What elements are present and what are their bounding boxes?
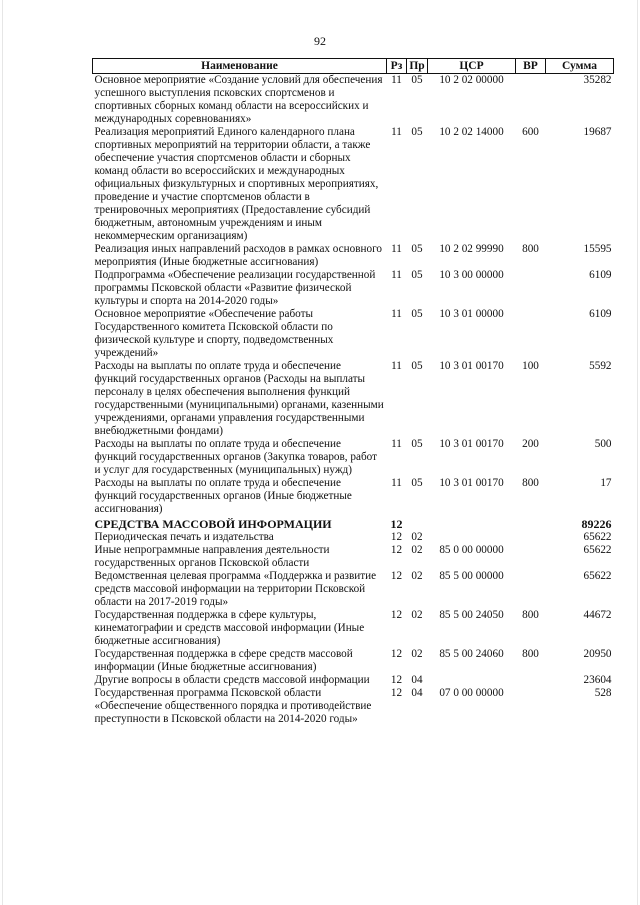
- cell-vr: 800: [522, 609, 539, 621]
- header-vr: ВР: [516, 59, 546, 74]
- cell-name: Расходы на выплаты по оплате труда и обеспечение функций государственных органов (Иные бюджетные ассигнования): [94, 477, 352, 515]
- cell-csr: 10 3 01 00170: [439, 360, 504, 372]
- cell-rz: 11: [391, 438, 402, 450]
- cell-rz: 12: [390, 544, 403, 556]
- cell-sum: 15595: [583, 243, 612, 255]
- cell-name: СРЕДСТВА МАССОВОЙ ИНФОРМАЦИИ: [94, 517, 332, 531]
- cell-csr: 07 0 00 00000: [439, 687, 504, 699]
- cell-pr: 05: [411, 308, 423, 320]
- cell-pr: 02: [411, 531, 423, 543]
- cell-csr: 10 2 02 99990: [439, 243, 504, 255]
- cell-vr: [516, 74, 546, 127]
- cell-vr: [516, 674, 546, 687]
- cell-name: Расходы на выплаты по оплате труда и обеспечение функций государственных органов (Закупка товаров, работ и услуг для государственных (муниципальных) нужд): [94, 438, 377, 476]
- cell-vr: [516, 269, 546, 308]
- cell-csr: 85 5 00 24060: [439, 648, 504, 660]
- table-row: [93, 269, 614, 308]
- cell-rz: 12: [390, 674, 403, 686]
- cell-pr: 02: [411, 570, 423, 582]
- table-row: [93, 648, 614, 674]
- cell-vr: 800: [522, 477, 539, 489]
- cell-rz: 12: [390, 517, 403, 531]
- cell-pr: 04: [411, 674, 423, 686]
- table-row: [93, 308, 614, 360]
- table-header-row: [93, 59, 614, 74]
- cell-sum: 35282: [583, 74, 612, 86]
- cell-sum: 20950: [583, 648, 612, 660]
- cell-sum: 528: [594, 687, 612, 699]
- cell-pr: 02: [411, 544, 423, 556]
- cell-rz: 11: [391, 360, 402, 372]
- cell-pr: 05: [411, 243, 423, 255]
- table-row: [93, 477, 614, 516]
- cell-name: Реализация мероприятий Единого календарного плана спортивных мероприятий на территории области, а также обеспечение участия спортсменов области и сборных команд области во всероссийских и международных официальных физкультурных и спортивных мероприятиях, проведение и участие спортсменов области в тренировочных мероприятиях (Предоставление субсидий бюджетным, автономным учреждениям и иным некоммерческим организациям): [94, 126, 379, 242]
- cell-rz: 11: [391, 308, 402, 320]
- cell-pr: 05: [411, 360, 423, 372]
- cell-csr: 10 3 00 00000: [439, 269, 504, 281]
- cell-sum: 65622: [583, 531, 612, 543]
- cell-name: Основное мероприятие «Создание условий для обеспечения успешного выступления псковских спортсменов и спортивных сборных команд области на всероссийских и международных соревнованиях»: [94, 74, 383, 125]
- cell-name: Другие вопросы в области средств массовой информации: [94, 674, 370, 686]
- cell-vr: 800: [522, 648, 539, 660]
- cell-rz: 12: [390, 648, 403, 660]
- cell-name: Реализация иных направлений расходов в рамках основного мероприятия (Иные бюджетные ассигнования): [94, 243, 382, 268]
- cell-sum: 65622: [583, 570, 612, 582]
- scan-edge-right: [637, 0, 638, 905]
- cell-name: Основное мероприятие «Обеспечение работы Государственного комитета Псковской области по физической культуре и спорту, подведомственных учреждений»: [94, 308, 334, 359]
- cell-rz: 11: [391, 269, 402, 281]
- cell-vr: [516, 687, 546, 726]
- table-row: [93, 74, 614, 127]
- table-row: [93, 360, 614, 438]
- table-row: [93, 438, 614, 477]
- table-row: [93, 609, 614, 648]
- budget-table: [92, 58, 614, 726]
- cell-name: Иные непрограммные направления деятельности государственных органов Псковской области: [94, 544, 330, 569]
- cell-vr: [516, 544, 546, 570]
- table-row: [93, 126, 614, 243]
- cell-sum: 6109: [589, 308, 612, 320]
- page-number: 92: [314, 34, 326, 48]
- cell-name: Ведомственная целевая программа «Поддержка и развитие средств массовой информации на территории Псковской области на 2017-2019 годы»: [94, 570, 377, 608]
- table-row: [93, 674, 614, 687]
- table-body: [93, 74, 614, 727]
- cell-sum: 5592: [589, 360, 612, 372]
- cell-name: Периодическая печать и издательства: [94, 531, 274, 543]
- cell-csr: 10 3 01 00170: [439, 477, 504, 489]
- table-row: [93, 687, 614, 726]
- cell-pr: 05: [411, 269, 423, 281]
- cell-rz: 12: [390, 687, 403, 699]
- cell-vr: [516, 308, 546, 360]
- cell-name: Государственная программа Псковской области «Обеспечение общественного порядка и противодействие преступности в Псковской области на 2014-2020 годы»: [94, 687, 372, 725]
- header-pr: Пр: [407, 59, 428, 74]
- table-row: [93, 544, 614, 570]
- table-row: [93, 516, 614, 531]
- cell-sum: 65622: [583, 544, 612, 556]
- header-name: Наименование: [93, 59, 387, 74]
- cell-rz: 12: [390, 609, 403, 621]
- cell-sum: 500: [594, 438, 612, 450]
- cell-pr: [407, 516, 428, 531]
- cell-name: Подпрограмма «Обеспечение реализации государственной программы Псковской области «Развитие физической культуры и спорта на 2014-2020 годы»: [94, 269, 376, 307]
- cell-vr: [516, 570, 546, 609]
- cell-csr: 85 5 00 00000: [439, 570, 504, 582]
- cell-rz: 11: [391, 126, 402, 138]
- cell-pr: 05: [411, 438, 423, 450]
- cell-sum: 17: [600, 477, 612, 489]
- cell-name: Расходы на выплаты по оплате труда и обеспечение функций государственных органов (Расходы на выплаты персоналу в целях обеспечения выполнения функций государственными (муниципальными) органами, казенными учреждениями, органами управления государственными внебюджетными фондами): [94, 360, 384, 437]
- cell-pr: 02: [411, 648, 423, 660]
- cell-csr: [428, 516, 516, 531]
- cell-vr: [516, 531, 546, 544]
- cell-sum: 44672: [583, 609, 612, 621]
- cell-sum: 6109: [589, 269, 612, 281]
- cell-name: Государственная поддержка в сфере средств массовой информации (Иные бюджетные ассигнования): [94, 648, 353, 673]
- cell-csr: [428, 531, 516, 544]
- cell-sum: 89226: [581, 517, 612, 531]
- cell-vr: 800: [522, 243, 539, 255]
- cell-vr: 600: [522, 126, 539, 138]
- cell-csr: 85 0 00 00000: [439, 544, 504, 556]
- cell-rz: 11: [391, 74, 402, 86]
- cell-csr: 10 2 02 00000: [439, 74, 504, 86]
- cell-pr: 04: [411, 687, 423, 699]
- cell-vr: 100: [522, 360, 539, 372]
- cell-csr: 10 2 02 14000: [439, 126, 504, 138]
- cell-name: Государственная поддержка в сфере культуры, кинематографии и средств массовой информации (Иные бюджетные ассигнования): [94, 609, 365, 647]
- scan-edge-left: [2, 0, 3, 905]
- table-row: [93, 243, 614, 269]
- cell-csr: 10 3 01 00000: [439, 308, 504, 320]
- header-csr: ЦСР: [428, 59, 516, 74]
- cell-csr: 10 3 01 00170: [439, 438, 504, 450]
- cell-vr: 200: [522, 438, 539, 450]
- cell-rz: 12: [390, 570, 403, 582]
- header-sum: Сумма: [546, 59, 614, 74]
- cell-pr: 05: [411, 477, 423, 489]
- cell-sum: 23604: [583, 674, 612, 686]
- cell-vr: [516, 516, 546, 531]
- table-row: [93, 570, 614, 609]
- cell-rz: 11: [391, 243, 402, 255]
- header-rz: Рз: [387, 59, 407, 74]
- cell-rz: 12: [390, 531, 403, 543]
- table-row: [93, 531, 614, 544]
- cell-pr: 02: [411, 609, 423, 621]
- cell-pr: 05: [411, 126, 423, 138]
- cell-csr: [428, 674, 516, 687]
- cell-sum: 19687: [583, 126, 612, 138]
- cell-csr: 85 5 00 24050: [439, 609, 504, 621]
- cell-pr: 05: [411, 74, 423, 86]
- cell-rz: 11: [391, 477, 402, 489]
